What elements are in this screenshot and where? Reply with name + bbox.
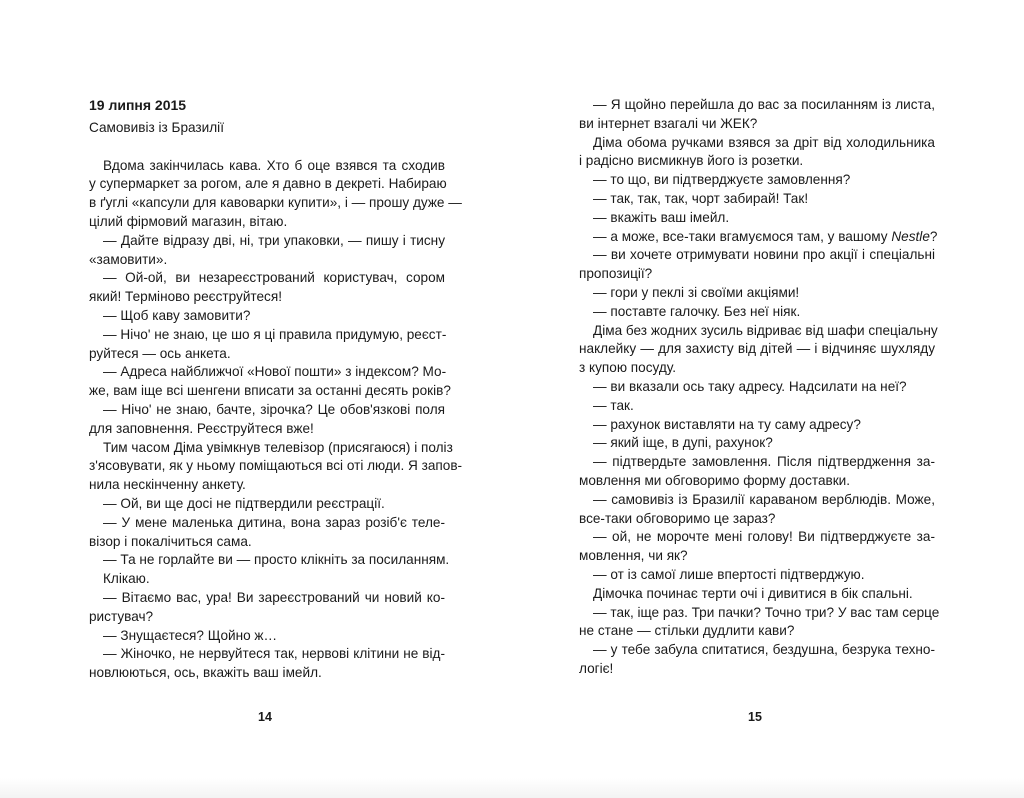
text-line: мовлення ми обговоримо форму доставки. (579, 472, 851, 488)
text-line: — так, так, так, чорт забирай! Так! (593, 190, 809, 206)
text-line: — ви хочете отримувати новини про акції і спеціальні (593, 247, 935, 263)
text-line: наклейку — для захисту від дітей — і відчиняє шухляду (579, 341, 935, 357)
text-line: — який іще, в дупі, рахунок? (593, 435, 773, 451)
text-line: цілий фірмовий магазин, вітаю. (89, 213, 288, 229)
text-line: Клікаю. (103, 571, 150, 587)
text-line: — У мене маленька дитина, вона зараз розіб'є теле- (103, 514, 445, 530)
text-line: — так, іще раз. Три пачки? Точно три? У вас там серце (593, 604, 940, 620)
text-line: — так. (593, 397, 634, 413)
heading-gap (89, 138, 445, 157)
text-line: логіє! (579, 660, 614, 676)
date-heading: 19 липня 2015 (89, 97, 187, 113)
text-line: руйтеся — ось анкета. (89, 345, 231, 361)
text-line: нила нескінченну анкету. (89, 477, 246, 493)
text-line: — гори у пеклі зі своїми акціями! (593, 284, 800, 300)
text-line: — Дайте відразу дві, ні, три упаковки, — пишу і тисну (103, 232, 445, 248)
text-line: же, вам іще всі шенгени вписати за останні десять років? (89, 383, 451, 399)
text-line: — рахунок виставляти на ту саму адресу? (593, 416, 861, 432)
text-line: Діма обома ручками взявся за дріт від холодильника (593, 134, 935, 150)
text-line: Вдома закінчилась кава. Хто б оце взявся та сходив (103, 157, 445, 173)
text-line: в ґуглі «капсули для кавоварки купити», і — прошу дуже — (89, 195, 462, 211)
text-line: — Щоб каву замовити? (103, 307, 251, 323)
text-line: — Нічо' не знаю, це шо я ці правила придумую, реєст- (103, 326, 447, 342)
text-line: з'ясовувати, як у ньому поміщаються всі оті люди. Я запов- (89, 458, 463, 474)
text-line: який! Терміново реєструйтеся! (89, 289, 282, 305)
text-line: для заповнення. Реєструйтеся вже! (89, 420, 314, 436)
page-number-right: 15 (748, 710, 762, 724)
text-line: — Жіночко, не нервуйтеся так, нервові клітини не від- (103, 646, 445, 662)
text-line: — у тебе забула спитатися, бездушна, безрука техно- (593, 642, 935, 658)
text-line: — Я щойно перейшла до вас за посиланням із листа, (593, 97, 935, 112)
text-line: не стане — стільки дудлити кави? (579, 623, 795, 639)
text-line: — от із самої лише впертості підтверджую. (593, 566, 865, 582)
bottom-shadow (0, 778, 1024, 798)
text-line: — Та не горлайте ви — просто клікніть за посиланням. (103, 552, 450, 568)
text-line: мовлення, чи як? (579, 548, 688, 564)
text-line: — поставте галочку. Без неї ніяк. (593, 303, 801, 319)
left-page (89, 96, 463, 683)
chapter-subheading: Самовивіз із Бразилії (89, 119, 224, 135)
right-page (579, 96, 940, 679)
text-line: і радісно висмикнув його із розетки. (579, 153, 804, 169)
text-line: ви інтернет взагалі чи ЖЕК? (579, 115, 758, 131)
text-line: Діма без жодних зусиль відриває від шафи спеціальну (593, 322, 938, 338)
brand-name-italic: Nestle (891, 228, 930, 244)
text-line: — ой, не морочте мені голову! Ви підтверджуєте за- (593, 529, 935, 545)
text-line: — Нічо' не знаю, бачте, зірочка? Це обов'язкові поля (103, 401, 445, 417)
text-line: пропозиції? (579, 266, 653, 282)
text-line: — самовивіз із Бразилії караваном верблюдів. Може, (593, 491, 935, 507)
text-line: «замовити». (89, 251, 168, 267)
text-line: все-таки обговоримо це зараз? (579, 510, 776, 526)
text-line-part: — а може, все-таки вгамуємося там, у вашому (593, 228, 892, 244)
page-number-left: 14 (258, 710, 272, 724)
text-line: — Вітаємо вас, ура! Ви зареєстрований чи новий ко- (103, 589, 445, 605)
text-line: візор і покалічиться сама. (89, 533, 252, 549)
text-line: — Ой, ви ще досі не підтвердили реєстрації. (103, 495, 385, 511)
text-line: — ви вказали ось таку адресу. Надсилати на неї? (593, 378, 907, 394)
text-line: у супермаркет за рогом, але я давно в декреті. Набираю (89, 176, 447, 192)
text-line: — Ой-ой, ви незареєстрований користувач, сором (103, 270, 445, 286)
text-line: — вкажіть ваш імейл. (593, 209, 730, 225)
text-line: — Адреса найближчої «Нової пошти» з індексом? Мо- (103, 364, 447, 380)
text-line: Тим часом Діма увімкнув телевізор (присягаюся) і поліз (103, 439, 453, 455)
text-line: новлюються, ось, вкажіть ваш імейл. (89, 665, 322, 681)
text-line: Дімочка починає терти очі і дивитися в бік спальні. (593, 585, 913, 601)
text-line: — підтвердьте замовлення. Після підтвердження за- (593, 454, 935, 470)
text-line (579, 228, 938, 247)
text-line: — то що, ви підтверджуєте замовлення? (593, 172, 851, 188)
text-line-part: ? (929, 228, 938, 244)
text-line: ристувач? (89, 608, 154, 624)
text-line: — Знущаєтеся? Щойно ж… (103, 627, 278, 643)
text-line: з купою посуду. (579, 360, 677, 376)
